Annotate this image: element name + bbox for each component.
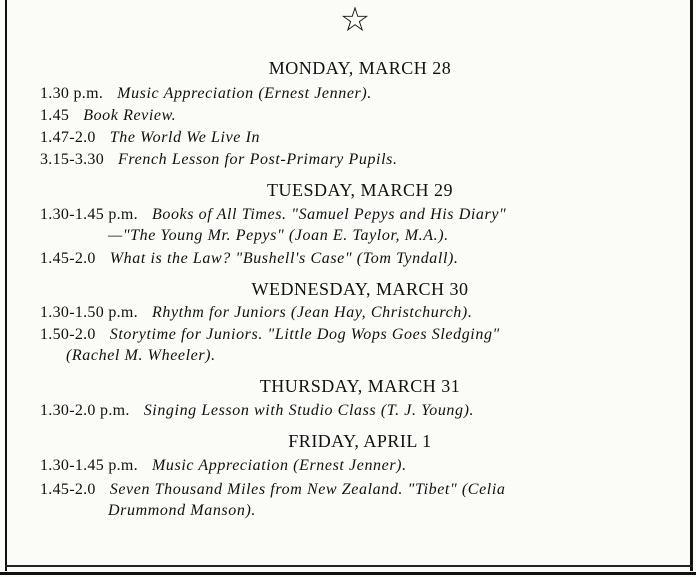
item-time: 1.45-2.0 (40, 250, 96, 267)
day-heading: FRIDAY, APRIL 1 (288, 431, 432, 451)
schedule-item (40, 302, 670, 324)
schedule-item (40, 248, 670, 270)
item-title: What is the Law? "Bushell's Case" (Tom Tyndall). (109, 250, 459, 267)
item-time: 1.30-2.0 p.m. (40, 402, 130, 419)
item-continuation: —"The Young Mr. Pepys" (Joan E. Taylor, M.A.). (108, 227, 449, 244)
schedule-item (40, 149, 670, 171)
day-heading: TUESDAY, MARCH 29 (266, 180, 454, 200)
schedule-item (40, 479, 670, 501)
frame-bottom-border (0, 572, 696, 575)
day-heading: MONDAY, MARCH 28 (268, 58, 452, 78)
item-time: 1.45-2.0 (40, 481, 96, 498)
item-title: The World We Live In (109, 129, 261, 146)
item-time: 1.47-2.0 (40, 129, 96, 146)
item-title: Singing Lesson with Studio Class (T. J. Young). (143, 402, 475, 419)
item-time: 3.15-3.30 (40, 151, 105, 168)
day-heading: THURSDAY, MARCH 31 (259, 376, 461, 396)
day-section-friday (40, 431, 670, 521)
schedule-item (40, 127, 670, 149)
day-heading: WEDNESDAY, MARCH 30 (251, 279, 469, 299)
item-title: Storytime for Juniors. "Little Dog Wops Goes Sledging" (109, 326, 500, 343)
item-time: 1.30-1.50 p.m. (40, 304, 138, 321)
item-title: French Lesson for Post-Primary Pupils. (118, 151, 398, 168)
item-time: 1.30-1.45 p.m. (40, 457, 138, 474)
item-title: Book Review. (83, 107, 177, 124)
schedule-item (40, 455, 670, 477)
frame-right-border (690, 0, 693, 571)
schedule-item (40, 83, 670, 105)
schedule-item (40, 105, 670, 127)
frame-bottom-rule (5, 565, 693, 567)
item-title: Music Appreciation (Ernest Jenner). (151, 457, 407, 474)
item-time: 1.30-1.45 p.m. (40, 206, 138, 223)
star-icon: ☆ (339, 2, 371, 39)
item-continuation: (Rachel M. Wheeler). (66, 347, 216, 364)
day-section-thursday (40, 376, 670, 422)
schedule-item (40, 324, 670, 346)
schedule (40, 0, 670, 521)
item-time: 1.45 (40, 107, 70, 124)
item-continuation: Drummond Manson). (108, 502, 256, 519)
day-section-tuesday (40, 180, 670, 270)
schedule-item (40, 400, 670, 422)
schedule-item (40, 204, 670, 226)
item-time: 1.50-2.0 (40, 326, 96, 343)
item-title: Seven Thousand Miles from New Zealand. "Tibet" (Celia (109, 481, 506, 498)
item-title: Rhythm for Juniors (Jean Hay, Christchurch). (151, 304, 473, 321)
item-time: 1.30 p.m. (40, 85, 104, 102)
day-section-monday (40, 58, 670, 171)
item-title: Music Appreciation (Ernest Jenner). (117, 85, 372, 102)
day-section-wednesday (40, 279, 670, 366)
frame-left-border (5, 0, 7, 571)
item-title: Books of All Times. "Samuel Pepys and His Diary" (151, 206, 507, 223)
